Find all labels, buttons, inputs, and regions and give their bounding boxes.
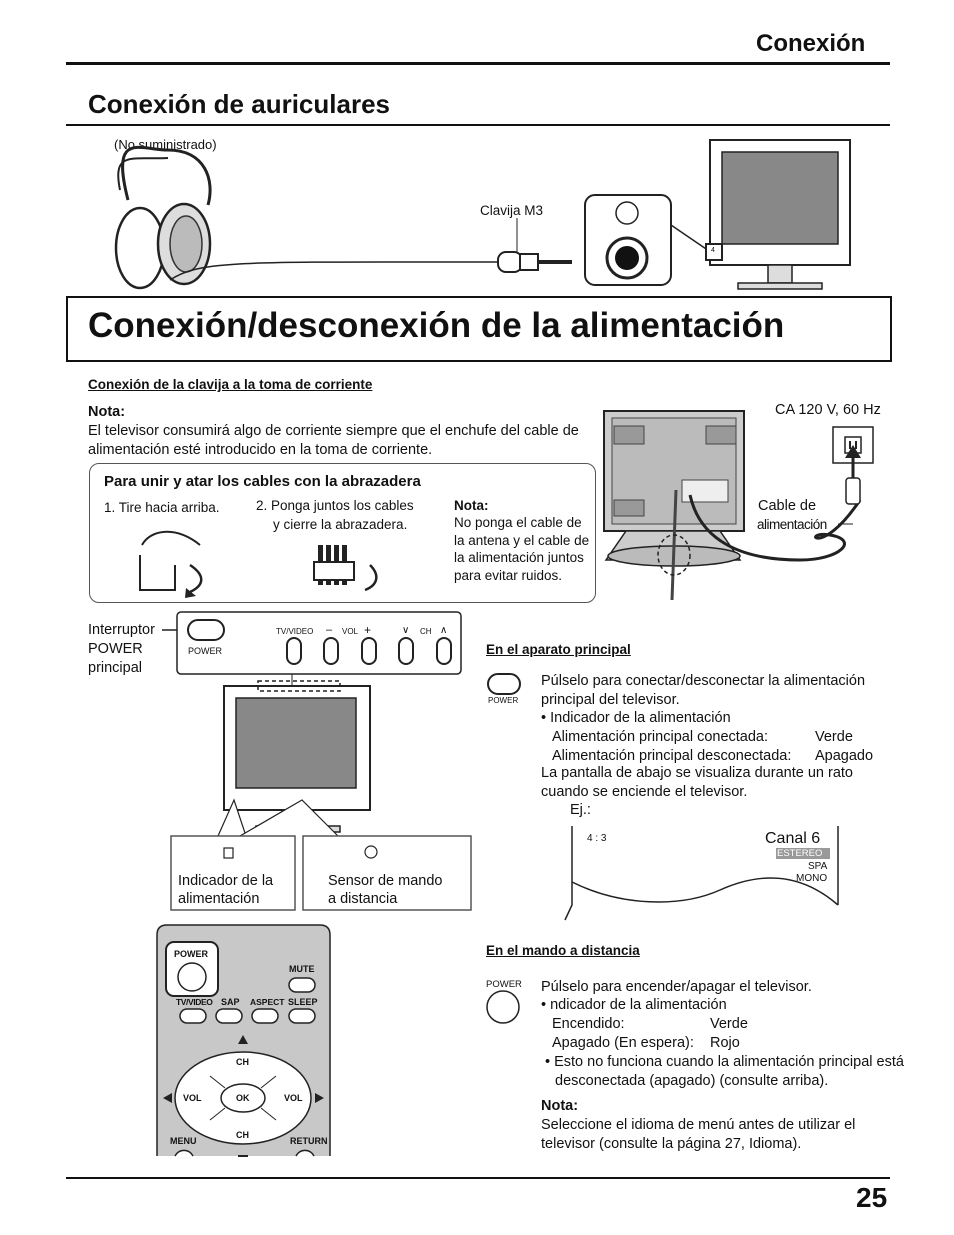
remote-key-ch-bottom: CH	[236, 1130, 249, 1140]
remote-on-label: Encendido:	[552, 1016, 625, 1032]
panel-ch-label: CH	[420, 627, 432, 636]
remote-key-ok: OK	[236, 1093, 250, 1103]
main-off-value: Apagado	[815, 748, 874, 764]
main-bullet1: • Indicador de la alimentación	[541, 710, 731, 726]
clamp-step2-line1: 2. Ponga juntos los cables	[256, 498, 414, 513]
main-power-btn-label: POWER	[488, 696, 519, 705]
remote-key-mute: MUTE	[289, 964, 315, 974]
outlet-label: CA 120 V, 60 Hz	[775, 402, 881, 418]
screen-channel: Canal 6	[765, 830, 821, 847]
remote-key-power: POWER	[174, 949, 209, 959]
remote-on-value: Verde	[710, 1016, 748, 1032]
indicator-label-2: alimentación	[178, 891, 260, 907]
example-label: Ej.:	[570, 802, 591, 818]
panel-tvvideo-label: TV/VIDEO	[276, 627, 314, 636]
footer-rule	[66, 1177, 890, 1179]
clamp-step2-line2: y cierre la abrazadera.	[273, 517, 408, 532]
cable-label-2: alimentación	[757, 517, 827, 532]
clamp-step1: 1. Tire hacia arriba.	[104, 500, 220, 515]
clamp-note-label: Nota:	[454, 498, 489, 513]
clamp-note-text: No ponga el cable de la antena y el cable de la alimentación juntos para evitar ruidos.	[454, 515, 590, 583]
power-note-text: El televisor consumirá algo de corriente siempre que el enchufe del cable de alimentación esté introducido en la toma de corriente.	[88, 423, 579, 458]
jack-number: 4	[711, 247, 715, 254]
sensor-label-1: Sensor de mando	[328, 873, 443, 889]
screen-aspect: 4 : 3	[587, 833, 607, 844]
main-line2: La pantalla de abajo se visualiza durante un rato cuando se enciende el televisor.	[541, 765, 853, 800]
remote-off-label: Apagado (En espera):	[552, 1035, 694, 1051]
cable-label-1: Cable de	[758, 498, 817, 514]
remote-key-tvvideo: TV/VIDEO	[176, 997, 213, 1007]
remote-bullet1: • ndicador de la alimentación	[541, 997, 727, 1013]
main-on-label: Alimentación principal conectada:	[552, 729, 769, 745]
remote-line1: Púlselo para encender/apagar el televisor.	[541, 979, 812, 995]
headphones-title: Conexión de auriculares	[88, 89, 390, 119]
main-off-label: Alimentación principal desconectada:	[552, 748, 792, 764]
power-note-label: Nota:	[88, 404, 126, 420]
remote-note-text: Seleccione el idioma de menú antes de utilizar el televisor (consulte la página 27, Idioma).	[541, 1117, 856, 1152]
screen-mono: MONO	[796, 873, 828, 884]
page-number: 25	[856, 1182, 888, 1213]
remote-power-btn-label: POWER	[486, 979, 522, 990]
indicator-label-1: Indicador de la	[178, 873, 274, 889]
switch-label-2: POWER	[88, 641, 143, 657]
panel-ch-up: ∧	[440, 625, 448, 636]
remote-note-label: Nota:	[541, 1098, 579, 1114]
clamp-title: Para unir y atar los cables con la abrazadera	[104, 473, 421, 490]
panel-power-label: POWER	[188, 646, 223, 656]
remote-bullet2: • Esto no funciona cuando la alimentación principal está desconectada (apagado) (consulte arriba).	[545, 1054, 904, 1089]
sensor-label-2: a distancia	[328, 891, 398, 907]
plug-label: Clavija M3	[480, 203, 544, 218]
panel-vol-label: VOL	[342, 627, 359, 636]
remote-key-sap: SAP	[221, 997, 240, 1007]
power-title: Conexión/desconexión de la alimentación	[88, 306, 785, 345]
remote-heading: En el mando a distancia	[486, 943, 640, 958]
section-header: Conexión	[756, 30, 866, 57]
panel-vol-minus: –	[326, 624, 333, 636]
remote-key-ch-top: CH	[236, 1057, 249, 1067]
remote-key-vol-right: VOL	[284, 1093, 303, 1103]
not-supplied-label: (No suministrado)	[114, 137, 217, 152]
remote-off-value: Rojo	[710, 1035, 740, 1051]
panel-ch-down: ∨	[402, 625, 410, 636]
panel-vol-plus: +	[364, 623, 372, 637]
remote-key-sleep: SLEEP	[288, 997, 318, 1007]
switch-label-3: principal	[88, 660, 142, 676]
remote-key-return: RETURN	[290, 1136, 328, 1146]
main-line1: Púlselo para conectar/desconectar la alimentación principal del televisor.	[541, 673, 866, 708]
screen-stereo: ESTEREO	[777, 848, 823, 859]
screen-spa: SPA	[808, 861, 828, 872]
plug-heading: Conexión de la clavija a la toma de corriente	[88, 377, 373, 392]
remote-key-aspect: ASPECT	[250, 997, 285, 1007]
remote-key-vol-left: VOL	[183, 1093, 202, 1103]
remote-key-menu: MENU	[170, 1136, 197, 1146]
main-unit-heading: En el aparato principal	[486, 642, 631, 657]
main-on-value: Verde	[815, 729, 853, 745]
switch-label-1: Interruptor	[88, 622, 155, 638]
